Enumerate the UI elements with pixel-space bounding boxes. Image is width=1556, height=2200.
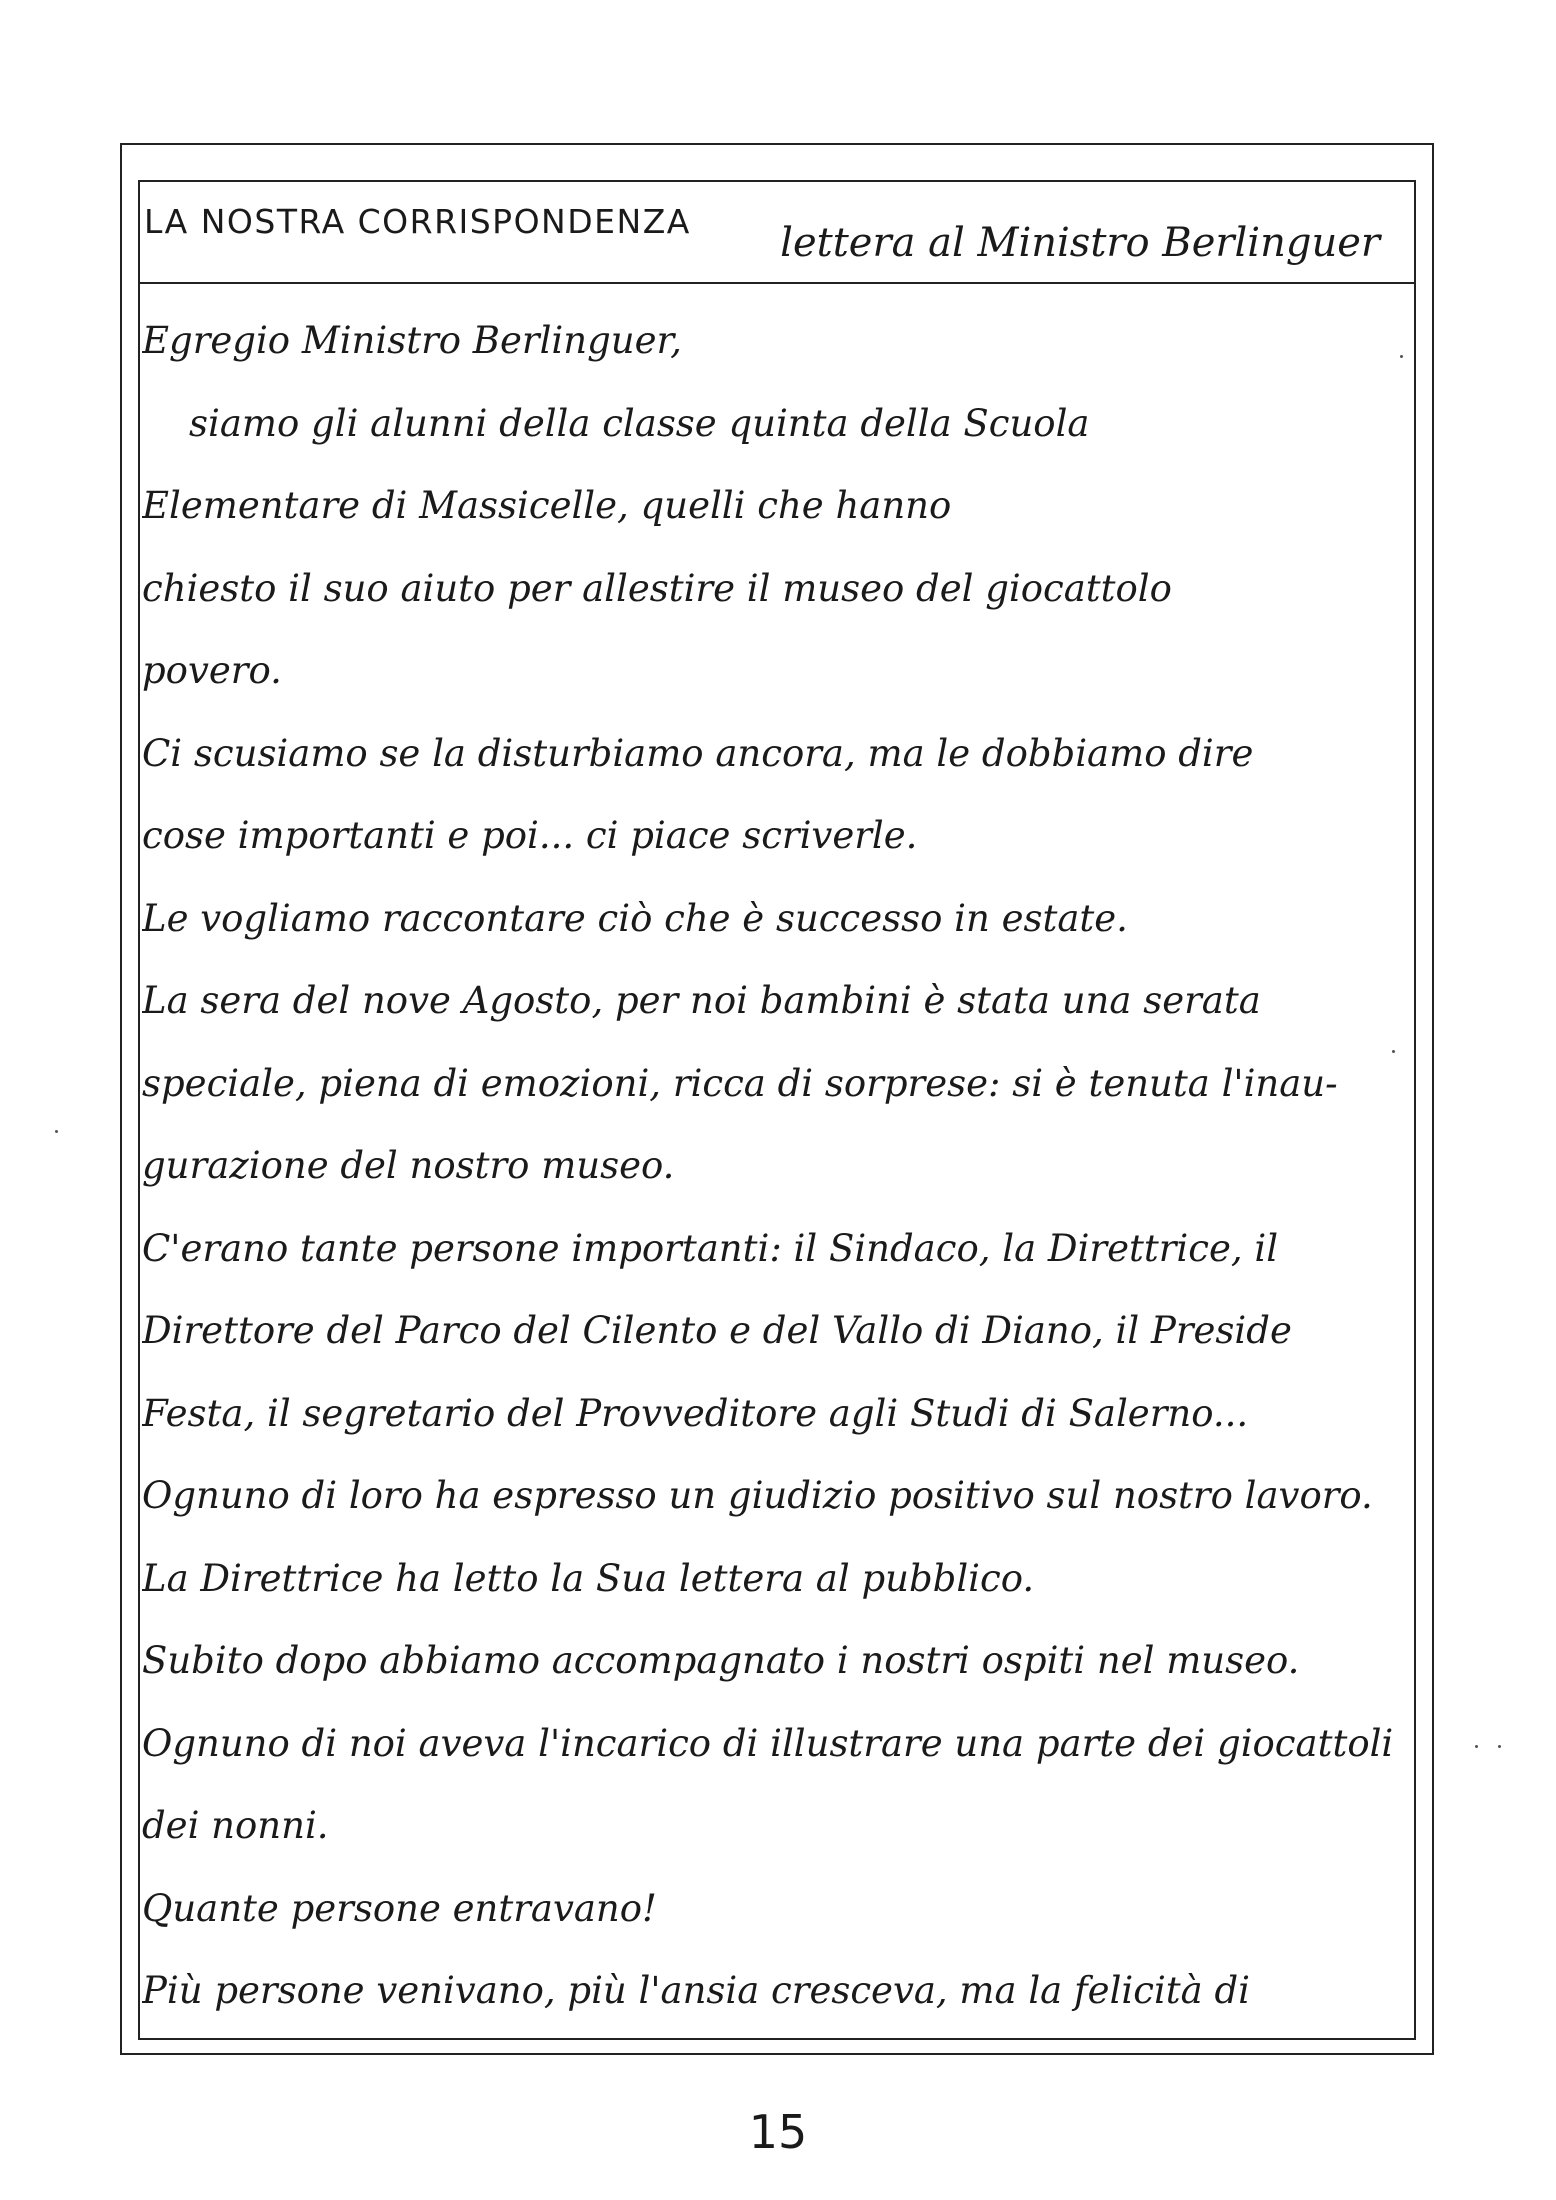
- letter-line: Subito dopo abbiamo accompagnato i nostri ospiti nel museo.: [142, 1639, 1300, 1682]
- letter-subtitle: lettera al Ministro Berlinguer: [780, 220, 1380, 266]
- letter-line: Ognuno di loro ha espresso un giudizio positivo sul nostro lavoro.: [142, 1474, 1373, 1517]
- letter-line: Le vogliamo raccontare ciò che è successo in estate.: [142, 896, 1128, 940]
- header-divider: [138, 282, 1416, 284]
- letter-line: Quante persone entravano!: [142, 1886, 657, 1930]
- letter-line: povero.: [142, 649, 282, 692]
- section-title: LA NOSTRA CORRISPONDENZA: [144, 202, 691, 241]
- letter-line: Ci scusiamo se la disturbiamo ancora, ma le dobbiamo dire: [142, 731, 1254, 775]
- letter-body: [142, 300, 1404, 2033]
- letter-line: gurazione del nostro museo.: [142, 1144, 675, 1187]
- scan-speck: [55, 1130, 58, 1133]
- letter-line: Elementare di Massicelle, quelli che hanno: [142, 484, 952, 527]
- letter-line: Festa, il segretario del Provveditore agli Studi di Salerno...: [142, 1391, 1249, 1435]
- letter-line: La Direttrice ha letto la Sua lettera al pubblico.: [142, 1556, 1035, 1600]
- scan-speck: [1392, 1050, 1395, 1053]
- letter-line: speciale, piena di emozioni, ricca di sorprese: si è tenuta l'inau-: [142, 1061, 1338, 1105]
- letter-line: cose importanti e poi... ci piace scriverle.: [142, 814, 918, 857]
- letter-line: C'erano tante persone importanti: il Sindaco, la Direttrice, il: [142, 1226, 1279, 1270]
- letter-line: Direttore del Parco del Cilento e del Vallo di Diano, il Preside: [142, 1309, 1292, 1352]
- letter-line: siamo gli alunni della classe quinta della Scuola: [142, 401, 1090, 445]
- letter-line: Egregio Ministro Berlinguer,: [142, 319, 682, 362]
- scan-speck: [1400, 355, 1403, 358]
- letter-line: Più persone venivano, più l'ansia cresceva, ma la felicità di: [142, 1969, 1251, 2012]
- letter-line: dei nonni.: [142, 1804, 329, 1847]
- letter-line: chiesto il suo aiuto per allestire il museo del giocattolo: [142, 566, 1172, 610]
- letter-line: Ognuno di noi aveva l'incarico di illustrare una parte dei giocattoli: [142, 1721, 1394, 1765]
- page-number: 15: [748, 2105, 808, 2159]
- scan-speck: [1475, 1745, 1478, 1748]
- scan-speck: [1498, 1745, 1501, 1748]
- letter-line: La sera del nove Agosto, per noi bambini è stata una serata: [142, 979, 1261, 1022]
